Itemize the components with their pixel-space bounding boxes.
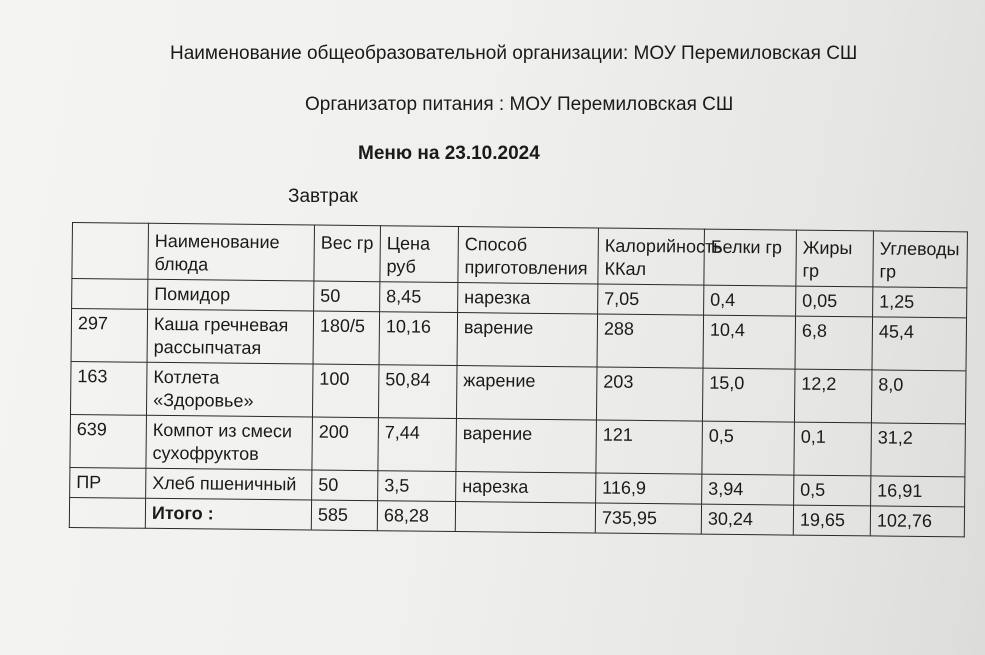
cell-protein: 0,5 — [702, 421, 795, 475]
cell-method: варение — [457, 313, 598, 367]
menu-title: Меню на 23.10.2024 — [358, 143, 540, 164]
cell-calories: 203 — [596, 367, 703, 421]
meal-label: Завтрак — [288, 186, 358, 207]
total-fat: 19,65 — [793, 505, 870, 536]
table-row — [70, 361, 966, 423]
cell-weight: 180/5 — [313, 311, 380, 365]
cell-code: 297 — [71, 309, 148, 363]
col-header-method: Способ приготовления — [458, 227, 599, 284]
cell-fat: 0,5 — [794, 475, 871, 506]
cell-protein: 15,0 — [702, 368, 795, 422]
col-header-fat: Жиры гр — [796, 230, 874, 287]
cell-fat: 0,05 — [796, 286, 873, 317]
cell-calories: 116,9 — [596, 473, 702, 504]
cell-carbs: 31,2 — [871, 423, 966, 477]
cell-weight: 50 — [312, 470, 378, 501]
cell-dish: Помидор — [148, 279, 314, 311]
cell-price: 10,16 — [379, 312, 458, 366]
cell-method: нарезка — [456, 472, 596, 503]
cell-carbs: 16,91 — [871, 476, 965, 507]
cell-code: ПР — [70, 467, 146, 498]
total-label: Итого : — [145, 498, 311, 530]
table-row — [70, 414, 966, 476]
cell-protein: 0,4 — [704, 285, 796, 316]
cell-calories: 121 — [596, 420, 703, 474]
cell-price: 7,44 — [378, 418, 457, 472]
cell-code: 163 — [70, 361, 147, 415]
cell-dish: Котлета «Здоровье» — [146, 362, 313, 417]
total-code — [69, 497, 145, 528]
cell-price: 3,5 — [378, 471, 456, 502]
cell-calories: 7,05 — [598, 284, 704, 315]
cell-protein: 3,94 — [702, 474, 794, 505]
cell-dish: Компот из смеси сухофруктов — [146, 415, 313, 470]
table-header-row — [72, 223, 968, 288]
cell-calories: 288 — [597, 314, 704, 368]
organization-line: Наименование общеобразовательной организации: МОУ Перемиловская СШ — [170, 43, 858, 64]
col-header-weight: Вес гр — [314, 225, 381, 282]
total-protein: 30,24 — [701, 504, 793, 535]
col-header-carbs: Углеводы гр — [873, 231, 968, 288]
cell-price: 50,84 — [378, 365, 457, 419]
col-header-dish: Наименование блюда — [148, 223, 315, 281]
cell-weight: 50 — [314, 281, 380, 312]
cell-code: 639 — [70, 414, 147, 468]
col-header-protein: Белки гр — [704, 229, 797, 286]
cell-dish: Хлеб пшеничный — [146, 468, 312, 500]
total-weight: 585 — [311, 500, 377, 531]
cell-fat: 0,1 — [794, 422, 872, 476]
cell-fat: 6,8 — [795, 316, 873, 370]
col-header-price: Цена руб — [380, 226, 459, 283]
total-method — [455, 502, 595, 533]
cell-dish: Каша гречневая рассыпчатая — [147, 309, 314, 364]
cell-method: нарезка — [458, 283, 598, 314]
cell-weight: 200 — [312, 417, 379, 471]
total-price: 68,28 — [377, 501, 455, 532]
cell-code — [72, 279, 148, 310]
cell-fat: 12,2 — [794, 369, 872, 423]
cell-method: жарение — [456, 366, 597, 420]
cell-method: варение — [456, 419, 597, 473]
table-row — [71, 309, 967, 371]
menu-table — [69, 222, 968, 537]
cell-price: 8,45 — [380, 282, 458, 313]
organizer-line: Организатор питания : МОУ Перемиловская СШ — [305, 94, 734, 115]
cell-carbs: 45,4 — [872, 317, 967, 371]
total-calories: 735,95 — [595, 503, 701, 534]
col-header-code — [72, 223, 149, 280]
cell-carbs: 1,25 — [873, 287, 967, 318]
cell-protein: 10,4 — [703, 315, 796, 369]
total-carbs: 102,76 — [870, 506, 964, 537]
col-header-calories: Калорийность ККал — [598, 228, 705, 285]
cell-carbs: 8,0 — [871, 370, 966, 424]
cell-weight: 100 — [312, 364, 379, 418]
